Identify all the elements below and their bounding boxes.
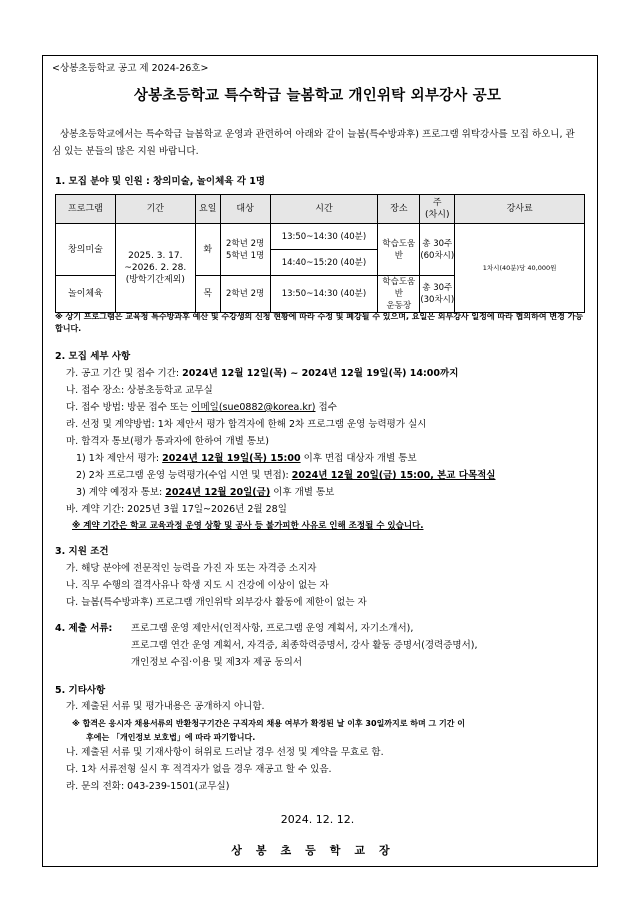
item-5c: 다. 1차 서류전형 실시 후 적격자가 없을 경우 재공고 할 수 있음. xyxy=(66,764,332,775)
section-3-heading: 3. 지원 조건 xyxy=(55,546,109,557)
cell-place: 학습도움반 운동장 xyxy=(378,276,420,313)
item-2c xyxy=(66,401,337,414)
cell-weeks: 총 30주 (60차시) xyxy=(420,224,455,276)
recruitment-table xyxy=(55,194,585,313)
cell-program: 놀이체육 xyxy=(56,276,116,313)
header-target: 대상 xyxy=(220,195,270,224)
item-2d: 라. 선정 및 계약방법: 1차 제안서 평가 합격자에 한해 2차 프로그램 운영 능력평가 실시 xyxy=(66,419,427,430)
item-2e1 xyxy=(76,452,417,465)
item-3c: 다. 늘봄(특수방과후) 프로그램 개인위탁 외부강사 활동에 제한이 없는 자 xyxy=(66,597,367,608)
notice-number: <상봉초등학교 공고 제 2024-26호> xyxy=(52,63,209,74)
header-place: 장소 xyxy=(378,195,420,224)
section-2-note: ※ 계약 기간은 학교 교육과정 운영 상황 및 공사 등 불가피한 사유로 인해 조정될 수 있습니다. xyxy=(72,521,424,531)
cell-time: 13:50~14:30 (40분) xyxy=(270,224,378,250)
email-link[interactable]: 이메일(sue0882@korea.kr) xyxy=(191,402,316,413)
intro-paragraph: 상봉초등학교에서는 특수학급 늘봄학교 운영과 관련하여 아래와 같이 늘봄(특수방과후) 프로그램 위탁강사를 모집 하오니, 관심 있는 분들의 많은 지원 바랍니다. xyxy=(52,129,575,157)
item-5d: 라. 문의 전화: 043-239-1501(교무실) xyxy=(66,781,230,792)
cell-program: 창의미술 xyxy=(56,224,116,276)
header-time: 시간 xyxy=(270,195,378,224)
section-5-note-1: ※ 합격은 응시자 채용서류의 반환청구기간은 구직자의 채용 여부가 확정된 날 이후 30일까지로 하며 그 기간 이 xyxy=(72,719,465,728)
cell-day: 목 xyxy=(195,276,220,313)
cell-period: 2025. 3. 17. ~2026. 2. 28. (방학기간제외) xyxy=(115,224,195,313)
doc-line-1: 프로그램 운영 제안서(인적사항, 프로그램 운영 계획서, 자기소개서), xyxy=(131,623,414,634)
item-5a: 가. 제출된 서류 및 평가내용은 공개하지 아니함. xyxy=(66,701,265,712)
cell-day: 화 xyxy=(195,224,220,276)
item-2e1-date: 2024년 12월 19일(목) 15:00 xyxy=(162,453,301,464)
cell-time: 14:40~15:20 (40분) xyxy=(270,250,378,276)
item-2a xyxy=(66,367,458,380)
header-period: 기간 xyxy=(115,195,195,224)
item-2e1-label: 1) 1차 제안서 평가: xyxy=(76,453,163,464)
doc-line-3: 개인정보 수집·이용 및 제3자 제공 동의서 xyxy=(131,657,302,668)
item-2f: 바. 계약 기간: 2025년 3월 17일~2026년 2월 28일 xyxy=(66,504,287,515)
item-3a: 가. 해당 분야에 전문적인 능력을 가진 자 또는 자격증 소지자 xyxy=(66,563,317,574)
item-5b: 나. 제출된 서류 및 기재사항이 허위로 드러날 경우 선정 및 계약을 무효로 함. xyxy=(66,747,384,758)
header-weeks: 주 (차시) xyxy=(420,195,455,224)
cell-time: 13:50~14:30 (40분) xyxy=(270,276,378,313)
item-2c-suffix: 접수 xyxy=(315,402,337,413)
item-2e3-suffix: 이후 개별 통보 xyxy=(270,487,335,498)
announcement-date: 2024. 12. 12. xyxy=(280,813,355,826)
section-4-heading: 4. 제출 서류: xyxy=(55,623,113,634)
item-2e1-suffix: 이후 면접 대상자 개별 통보 xyxy=(300,453,417,464)
header-program: 프로그램 xyxy=(56,195,116,224)
cell-weeks: 총 30주 (30차시) xyxy=(420,276,455,313)
cell-target: 2학년 2명 5학년 1명 xyxy=(220,224,270,276)
section-1-heading: 1. 모집 분야 및 인원 : 창의미술, 놀이체육 각 1명 xyxy=(55,176,266,187)
item-2b: 나. 접수 장소: 상봉초등학교 교무실 xyxy=(66,385,213,396)
item-2e2-date: 2024년 12월 20일(금) 15:00, 본교 다목적실 xyxy=(291,470,496,481)
item-2e3 xyxy=(76,486,334,499)
page-title: 상봉초등학교 특수학급 늘봄학교 개인위탁 외부강사 공모 xyxy=(133,88,502,104)
table-header-row xyxy=(56,195,585,224)
item-2e3-date: 2024년 12월 20일(금) xyxy=(165,487,271,498)
item-3b: 나. 직무 수행의 결격사유나 학생 지도 시 건강에 이상이 없는 자 xyxy=(66,580,329,591)
header-fee: 강사료 xyxy=(455,195,585,224)
cell-fee: 1차시(40분)당 40,000원 xyxy=(455,224,585,313)
cell-target: 2학년 2명 xyxy=(220,276,270,313)
header-day: 요일 xyxy=(195,195,220,224)
cell-place: 학습도움반 xyxy=(378,224,420,276)
section-5-heading: 5. 기타사항 xyxy=(55,685,106,696)
section-5-note-2: 후에는 「개인정보 보호법」에 따라 파기합니다. xyxy=(86,733,256,742)
item-2e3-label: 3) 계약 예정자 통보: xyxy=(76,487,166,498)
item-2a-period: 2024년 12월 12일(목) ~ 2024년 12월 19일(목) 14:00까지 xyxy=(182,368,459,379)
table-row xyxy=(56,224,585,250)
section-2-heading: 2. 모집 세부 사항 xyxy=(55,351,131,362)
section-1-note: ※ 상기 프로그램은 교육청 특수방과후 예산 및 수강생의 신청 현황에 따라 수정 및 폐강될 수 있으며, 요일은 외부강사 일정에 따라 협의하여 변경 가능합니다. xyxy=(55,312,584,333)
item-2e2-label: 2) 2차 프로그램 운영 능력평가(수업 시연 및 면접): xyxy=(76,470,292,481)
school-signature: 상봉초등학교장 xyxy=(231,844,404,857)
doc-line-2: 프로그램 연간 운영 계획서, 자격증, 최종학력증명서, 강사 활동 증명서(경력증명서), xyxy=(131,640,478,651)
item-2c-label: 다. 접수 방법: 방문 접수 또는 xyxy=(66,402,192,413)
item-2a-label: 가. 공고 기간 및 접수 기간: xyxy=(66,368,183,379)
item-2e2 xyxy=(76,469,496,482)
item-2e: 마. 합격자 통보(평가 통과자에 한하여 개별 통보) xyxy=(66,436,269,447)
